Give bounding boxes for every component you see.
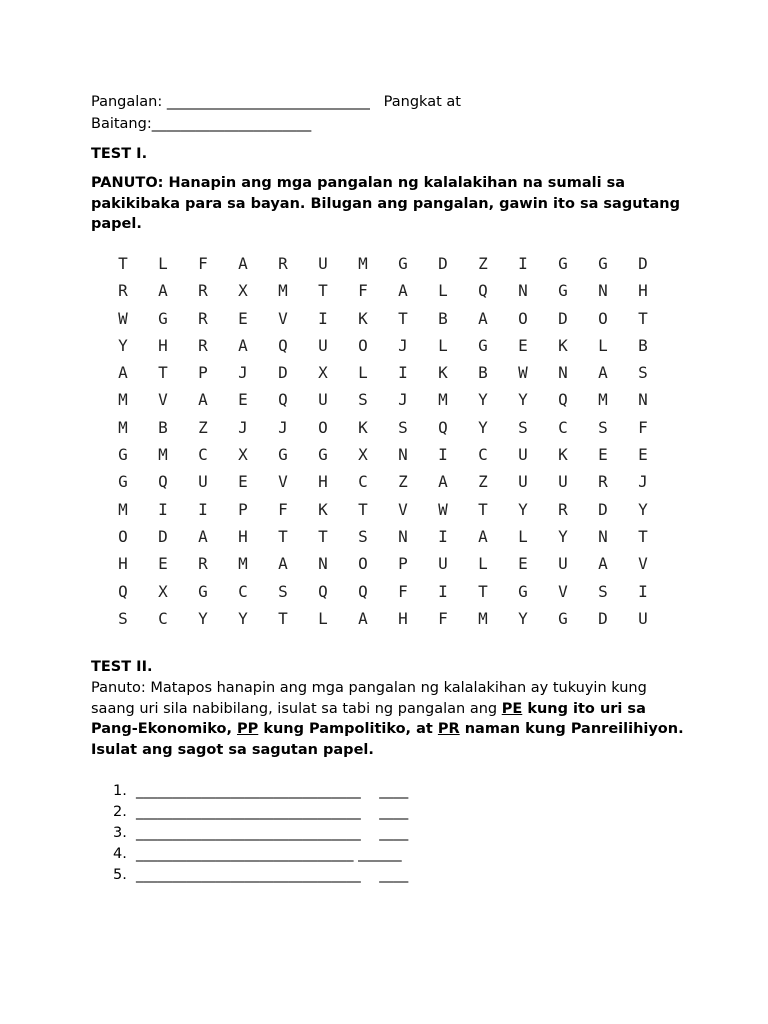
grid-letter: G [118,445,128,465]
grid-letter: P [398,554,408,574]
grid-letter: X [318,363,328,383]
grid-letter: T [638,308,648,328]
grid-letter: Q [158,472,168,492]
grid-letter: L [158,254,168,273]
grid-letter: F [398,581,408,601]
test2-section [91,656,691,760]
grid-letter: E [518,554,528,574]
grid-letter: I [158,499,168,519]
grid-letter: Y [238,608,248,628]
grid-letter: N [598,526,608,546]
grid-letter: K [438,363,448,383]
grid-letter: S [398,417,408,437]
grid-letter: J [238,417,248,437]
grid-letter: M [118,499,128,519]
test1-title: TEST I. [91,146,148,162]
grid-letter: I [198,499,208,519]
grid-letter: R [118,281,128,301]
test2-intro: Panuto: Matapos hanapin ang mga pangalan ng kalalakihan ay tukuyin kung saang uri sila nabibilang, isulat sa tabi ng pangalan ang [91,680,647,717]
grid-letter: F [198,254,208,273]
grid-letter: G [558,281,568,301]
grid-letter: G [198,581,208,601]
grid-letter: O [518,308,528,328]
grid-letter: M [598,390,608,410]
grid-letter: X [158,581,168,601]
grid-letter: C [478,445,488,465]
grid-letter: I [438,581,448,601]
grid-letter: T [638,526,648,546]
grid-letter: L [518,526,528,546]
grid-letter: U [518,472,528,492]
grid-letter: T [398,308,408,328]
grid-letter: Q [118,581,128,601]
grid-letter: T [278,526,288,546]
grid-letter: I [398,363,408,383]
grid-letter: C [558,417,568,437]
grid-letter: X [238,281,248,301]
grid-letter: J [398,335,408,355]
grid-letter: U [318,390,328,410]
grid-letter: Z [478,472,488,492]
grid-letter: S [118,608,128,628]
grid-letter: W [438,499,448,519]
grid-letter: B [638,335,648,355]
grid-letter: V [558,581,568,601]
grid-letter: G [118,472,128,492]
grid-letter: H [398,608,408,628]
grid-letter: G [558,254,568,273]
grid-letter: J [238,363,248,383]
grid-letter: R [198,281,208,301]
grid-letter: G [158,308,168,328]
grid-letter: C [198,445,208,465]
grid-letter: I [438,445,448,465]
grid-letter: U [198,472,208,492]
grid-letter: O [358,554,368,574]
code-pr: PR [437,721,460,737]
grid-letter: T [278,608,288,628]
grid-letter: M [238,554,248,574]
grid-letter: D [558,308,568,328]
grid-letter: U [318,254,328,273]
grid-letter: A [398,281,408,301]
grid-letter: U [558,554,568,574]
pe-text: kung ito uri sa Pang-Ekonomiko, [91,700,646,737]
grid-letter: O [318,417,328,437]
grid-letter: R [558,499,568,519]
grid-letter: R [198,335,208,355]
grid-letter: L [478,554,488,574]
grid-letter: M [358,254,368,273]
grid-letter: O [598,308,608,328]
answer-list [113,781,408,886]
grid-letter: Y [198,608,208,628]
grid-letter: S [358,390,368,410]
grid-letter: I [518,254,528,273]
grid-letter: K [318,499,328,519]
grid-letter: N [398,445,408,465]
grid-letter: A [278,554,288,574]
code-pp: PP [237,721,259,737]
grid-letter: T [358,499,368,519]
answer-line-4[interactable]: 4. ______________________________ ______ [113,846,402,862]
grid-letter: R [198,554,208,574]
grid-letter: R [598,472,608,492]
grid-letter: L [438,335,448,355]
grid-letter: V [638,554,648,574]
grid-letter: S [638,363,648,383]
grid-letter: E [518,335,528,355]
grid-letter: N [318,554,328,574]
grid-letter: U [558,472,568,492]
grid-letter: G [398,254,408,273]
word-search-grid [113,250,673,632]
grid-letter: L [598,335,608,355]
grid-letter: H [238,526,248,546]
grid-letter: H [638,281,648,301]
test1-instruction: PANUTO: Hanapin ang mga pangalan ng kalalakihan na sumali sa pakikibaka para sa bayan. Bilugan ang pangalan, gawin ito sa sagutang papel. [91,175,680,232]
grid-letter: R [198,308,208,328]
grid-letter: K [358,308,368,328]
grid-letter: E [238,390,248,410]
grid-letter: D [598,608,608,628]
grid-letter: P [198,363,208,383]
test2-title: TEST II. [91,659,153,675]
grid-letter: U [518,445,528,465]
grid-letter: F [278,499,288,519]
grid-letter: A [198,526,208,546]
grid-letter: V [158,390,168,410]
grid-letter: E [238,308,248,328]
grid-letter: Q [278,335,288,355]
grid-letter: E [598,445,608,465]
grid-letter: W [118,308,128,328]
grid-letter: M [118,390,128,410]
grid-letter: F [638,417,648,437]
grid-letter: T [318,281,328,301]
grid-letter: T [118,254,128,273]
grid-letter: N [598,281,608,301]
grid-letter: E [238,472,248,492]
grid-letter: S [518,417,528,437]
grid-letter: H [318,472,328,492]
grid-letter: G [318,445,328,465]
grid-letter: D [158,526,168,546]
grid-letter: G [598,254,608,273]
grid-letter: V [278,472,288,492]
grid-letter: A [598,363,608,383]
grid-letter: E [638,445,648,465]
grid-letter: C [158,608,168,628]
grid-letter: N [398,526,408,546]
grid-letter: L [358,363,368,383]
grid-letter: S [598,417,608,437]
grid-letter: Z [198,417,208,437]
grid-letter: A [118,363,128,383]
grid-letter: Q [558,390,568,410]
grid-letter: S [598,581,608,601]
grid-letter: A [478,308,488,328]
grid-letter: Q [278,390,288,410]
grid-letter: M [278,281,288,301]
test2-instruction [91,678,691,760]
grid-letter: M [478,608,488,628]
worksheet-top [91,91,691,235]
grid-letter: G [518,581,528,601]
grid-letter: F [358,281,368,301]
grid-letter: J [638,472,648,492]
grid-letter: U [438,554,448,574]
grid-letter: U [638,608,648,628]
grid-letter: M [118,417,128,437]
grid-letter: U [318,335,328,355]
grid-letter: C [358,472,368,492]
grid-letter: G [478,335,488,355]
grid-letter: J [398,390,408,410]
grid-letter: B [478,363,488,383]
grid-letter: D [438,254,448,273]
grid-letter: A [238,254,248,273]
grid-letter: A [478,526,488,546]
grid-letter: Y [478,390,488,410]
grid-letter: O [118,526,128,546]
grid-letter: B [438,308,448,328]
grid-letter: Q [358,581,368,601]
grid-letter: F [438,608,448,628]
grid-letter: P [238,499,248,519]
grid-letter: X [238,445,248,465]
grid-letter: L [318,608,328,628]
grid-letter: G [278,445,288,465]
grid-letter: A [358,608,368,628]
answer-line-3[interactable]: 3. _______________________________ ____ [113,825,409,841]
grid-letter: Y [518,608,528,628]
grid-letter: E [158,554,168,574]
grid-letter: L [438,281,448,301]
pp-text: kung Pampolitiko, at [258,721,438,737]
grid-letter: Y [558,526,568,546]
grid-letter: J [278,417,288,437]
grid-letter: Y [518,499,528,519]
grid-letter: A [238,335,248,355]
answer-line-2[interactable]: 2. _______________________________ ____ [113,804,409,820]
grid-letter: V [278,308,288,328]
grid-letter: A [198,390,208,410]
grid-letter: Y [638,499,648,519]
grid-letter: A [158,281,168,301]
grid-letter: K [558,445,568,465]
name-line: Pangalan: ____________________________ Pangkat at [91,94,461,110]
grid-letter: X [358,445,368,465]
grid-letter: A [438,472,448,492]
grid-letter: N [518,281,528,301]
grid-letter: W [518,363,528,383]
answer-line-1[interactable]: 1. _______________________________ ____ [113,783,409,799]
grid-letter: I [638,581,648,601]
grid-letter: Y [518,390,528,410]
grid-letter: O [358,335,368,355]
grid-letter: A [598,554,608,574]
grid-letter: K [358,417,368,437]
pr-text: naman kung Panreilihiyon. Isulat ang sagot sa sagutan papel. [91,721,684,758]
grade-line: Baitang:______________________ [91,116,312,132]
grid-letter: R [278,254,288,273]
grid-letter: D [278,363,288,383]
grid-letter: I [438,526,448,546]
grid-letter: Y [118,335,128,355]
grid-letter: G [558,608,568,628]
grid-letter: C [238,581,248,601]
grid-letter: D [598,499,608,519]
grid-letter: M [158,445,168,465]
grid-letter: T [478,581,488,601]
code-pe: PE [501,700,523,717]
grid-letter: H [158,335,168,355]
grid-letter: Z [478,254,488,273]
grid-letter: T [158,363,168,383]
grid-letter: Q [438,417,448,437]
grid-letter: V [398,499,408,519]
grid-letter: M [438,390,448,410]
grid-letter: N [558,363,568,383]
grid-letter: H [118,554,128,574]
grid-letter: D [638,254,648,273]
grid-letter: Q [478,281,488,301]
grid-letter: T [318,526,328,546]
answer-line-5[interactable]: 5. _______________________________ ____ [113,867,409,883]
grid-letter: I [318,308,328,328]
grid-letter: Q [318,581,328,601]
grid-letter: T [478,499,488,519]
grid-letter: K [558,335,568,355]
grid-letter: Z [398,472,408,492]
grid-letter: S [278,581,288,601]
grid-letter: B [158,417,168,437]
grid-letter: Y [478,417,488,437]
grid-letter: S [358,526,368,546]
grid-letter: N [638,390,648,410]
